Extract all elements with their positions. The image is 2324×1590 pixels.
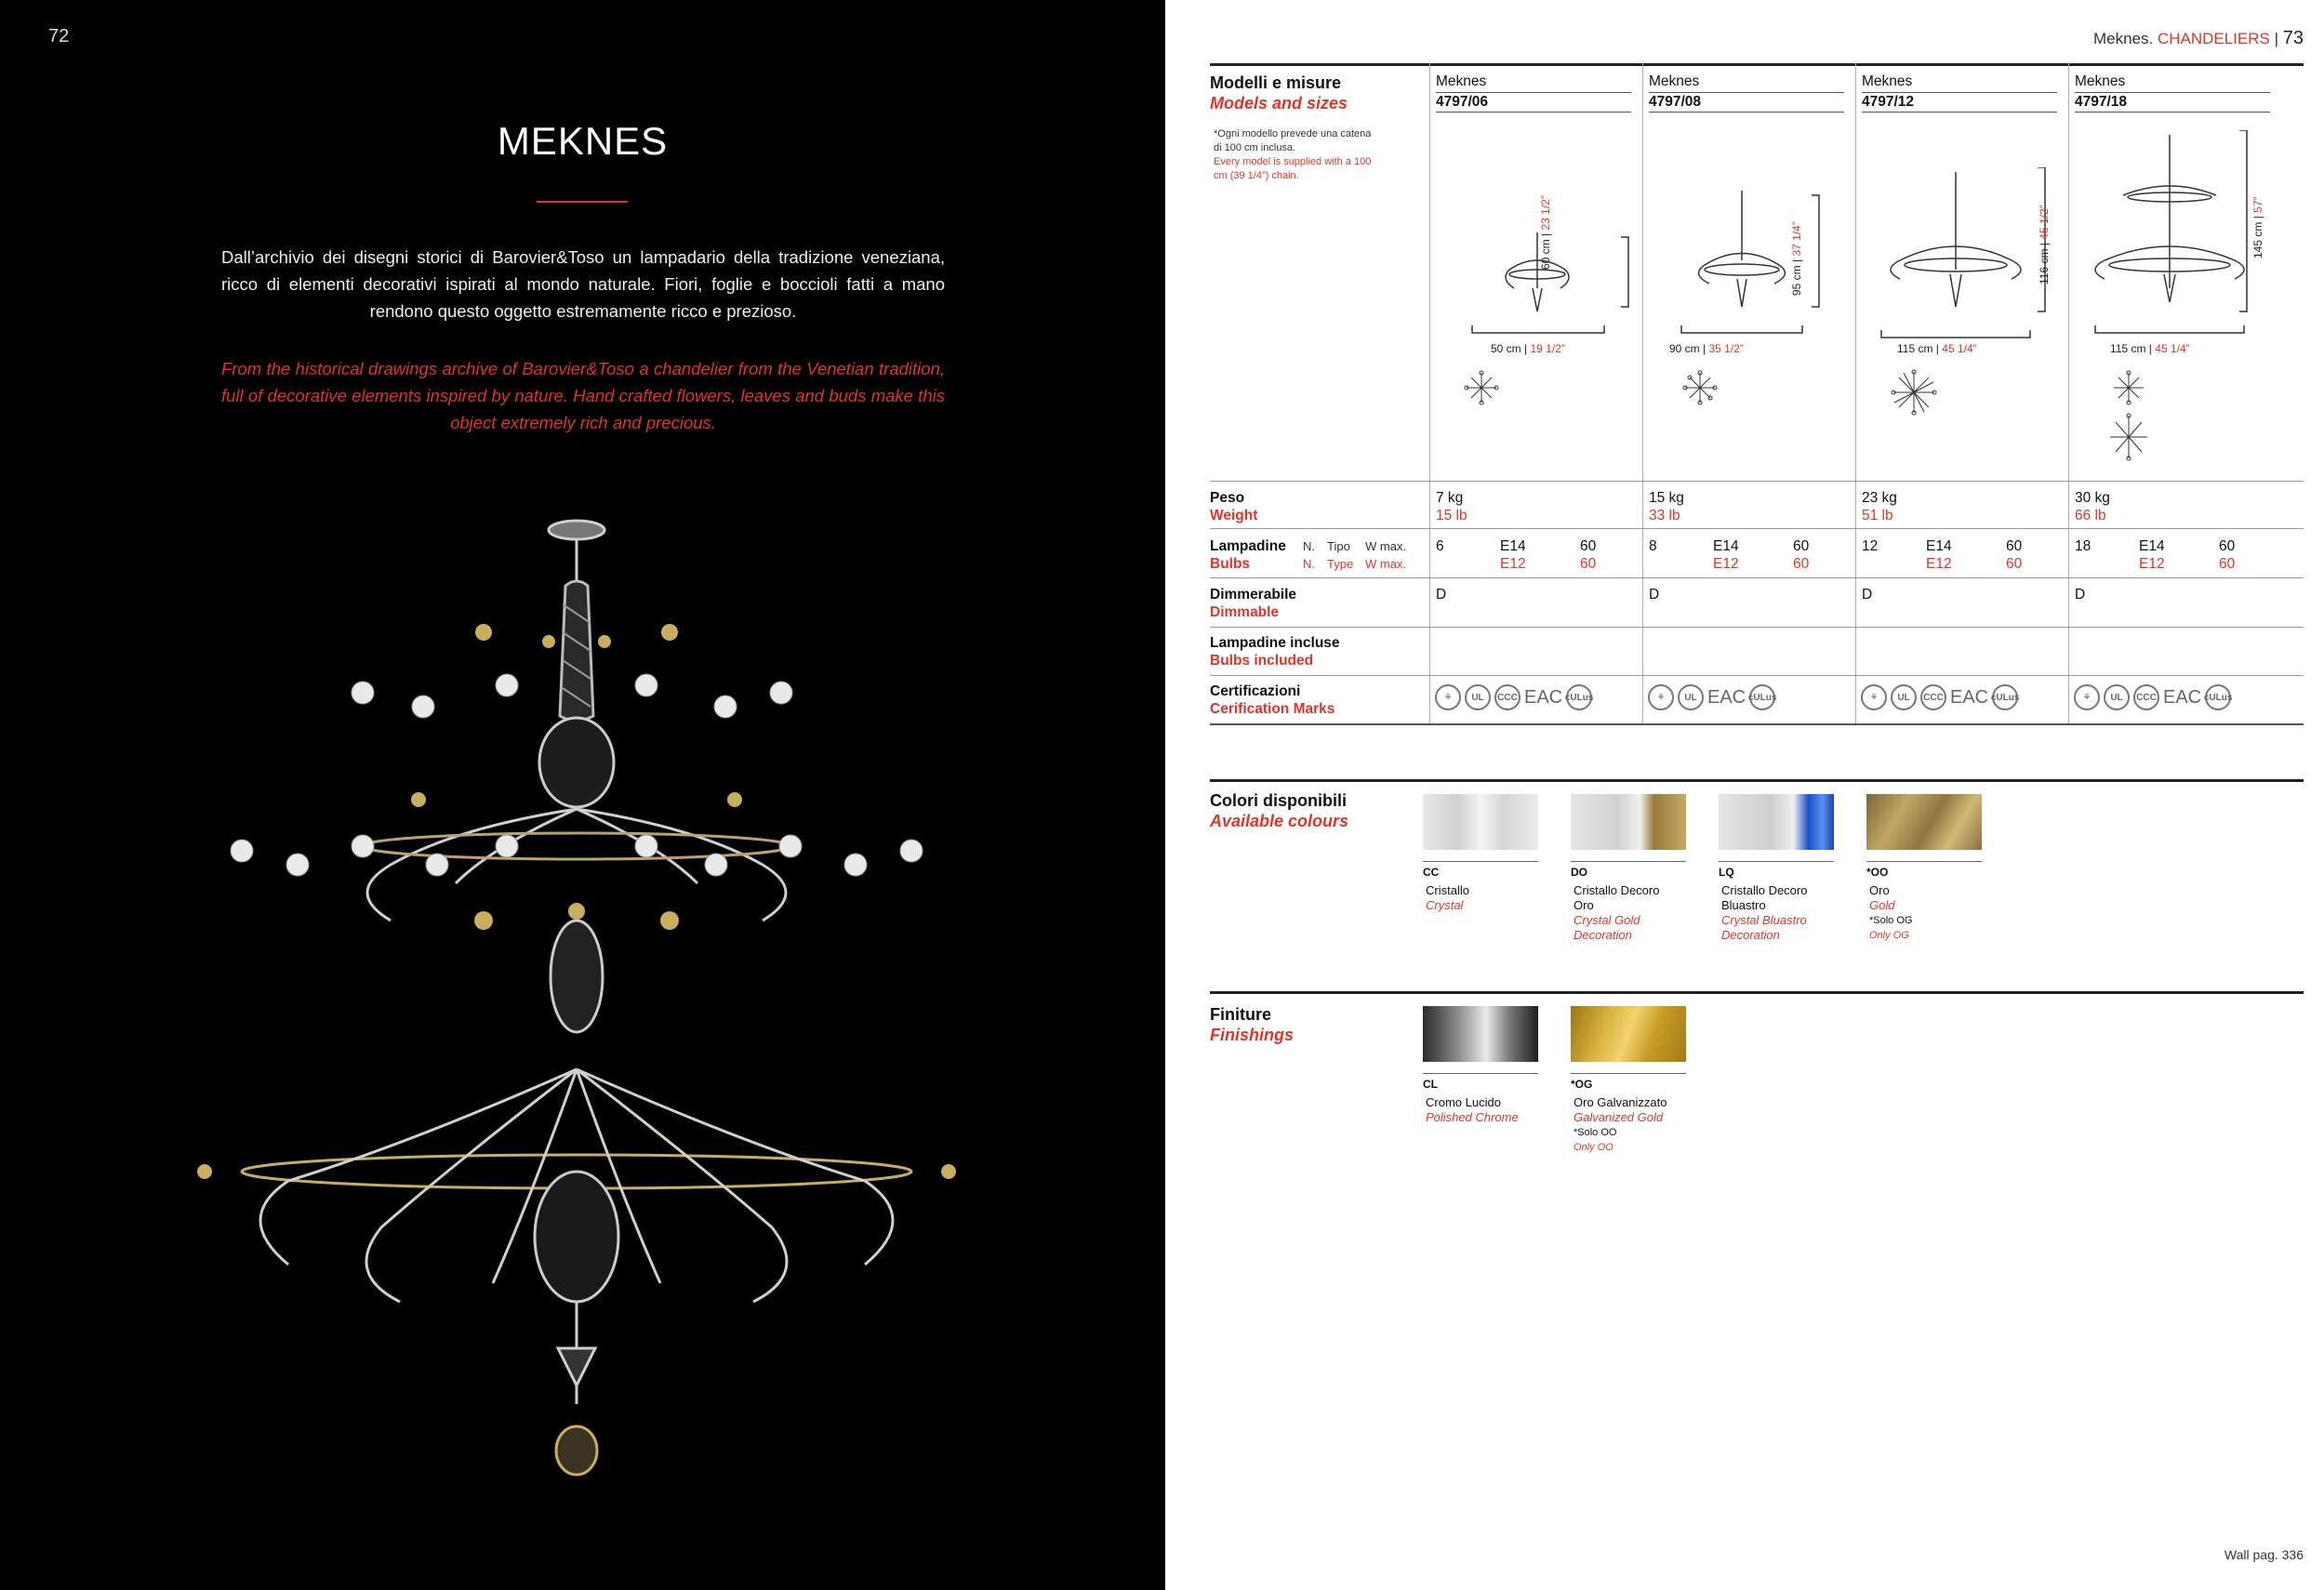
- model-header: Meknes 4797/08: [1649, 73, 1844, 113]
- title-rule: [537, 201, 628, 203]
- bulbs-included-label: Lampadine incluse Bulbs included: [1210, 635, 1340, 669]
- row-divider: [1210, 577, 2304, 578]
- cert-marks: [1861, 684, 2018, 710]
- footer-reference: Wall pag. 336: [2224, 1547, 2304, 1562]
- width-4797-08: 90 cm | 35 1/2”: [1669, 342, 1744, 355]
- ul-mark-icon: ⚘: [1648, 684, 1674, 710]
- swatch-code: *OO: [1866, 861, 1982, 879]
- dimmable-cell: D: [1862, 587, 1873, 603]
- eac-icon: EAC: [1950, 686, 1989, 708]
- row-divider: [1210, 481, 2304, 482]
- cert-marks: [1648, 684, 1775, 710]
- finish-desc: Oro Galvanizzato Galvanized Gold *Solo OO Only OO: [1574, 1095, 1667, 1153]
- page-number-right: 73: [2282, 28, 2304, 48]
- colour-desc: Cristallo Decoro Bluastro Crystal Bluastro Decoration: [1721, 883, 1808, 942]
- model-header: Meknes 4797/06: [1436, 73, 1631, 113]
- header-family: Meknes.: [2092, 30, 2154, 47]
- ul-mark-icon: ⚘: [1861, 684, 1887, 710]
- model-header: Meknes 4797/12: [1862, 73, 2057, 113]
- bulbs-label: Lampadine Bulbs: [1210, 538, 1286, 572]
- bulbs-type-cell: E14 E12: [1713, 538, 1739, 572]
- ccc-icon: CCC: [2133, 684, 2159, 710]
- weight-cell: 30 kg 66 lb: [2075, 490, 2110, 523]
- swatch-cl: [1423, 1006, 1538, 1062]
- dimmable-cell: D: [1649, 587, 1660, 603]
- header-separator: |: [2274, 30, 2279, 47]
- bulbs-col-n: N. N.: [1303, 539, 1315, 571]
- culus-icon: cULus: [2205, 684, 2231, 710]
- finishes-rule: [1210, 991, 2304, 994]
- bulbs-type-cell: E14 E12: [1500, 538, 1526, 572]
- cert-marks: [2074, 684, 2231, 710]
- culus-icon: cULus: [1749, 684, 1775, 710]
- bulbs-type-cell: E14 E12: [2139, 538, 2165, 572]
- table-top-rule: [1210, 63, 2304, 66]
- weight-cell: 15 kg 33 lb: [1649, 490, 1684, 523]
- bulbs-col-type: Tipo Type: [1327, 539, 1354, 571]
- model-header: Meknes 4797/18: [2075, 73, 2270, 113]
- culus-icon: cULus: [1992, 684, 2018, 710]
- width-4797-18: 115 cm | 45 1/4”: [2110, 342, 2190, 355]
- eac-icon: EAC: [1707, 686, 1746, 708]
- swatch-code: *OG: [1571, 1073, 1686, 1091]
- weight-cell: 23 kg 51 lb: [1862, 490, 1897, 523]
- running-header: [2093, 28, 2304, 49]
- ul-icon: UL: [2104, 684, 2130, 710]
- models-label: Modelli e misure Models and sizes: [1210, 73, 1348, 113]
- weight-cell: 7 kg 15 lb: [1436, 490, 1467, 523]
- bulbs-watt-cell: 60 60: [2006, 538, 2023, 572]
- bulbs-watt-cell: 60 60: [1580, 538, 1597, 572]
- plan-view-icon: [1891, 369, 1937, 416]
- colour-desc: Oro Gold *Solo OG Only OG: [1869, 883, 1913, 941]
- row-divider: [1210, 627, 2304, 628]
- height-4797-12: 116 cm | 45 1/2”: [2038, 205, 2051, 285]
- swatch-cc: [1423, 794, 1538, 850]
- weight-label: Peso Weight: [1210, 490, 1258, 523]
- bulbs-n-cell: 18: [2075, 538, 2092, 554]
- certification-label: Certificazioni Cerification Marks: [1210, 683, 1335, 717]
- swatch-og: [1571, 1006, 1686, 1062]
- bulbs-col-wmax: W max. W max.: [1365, 539, 1407, 571]
- header-category: CHANDELIERS: [2157, 30, 2270, 47]
- drawing-4797-08: [1649, 186, 1835, 437]
- height-4797-08: 95 cm | 37 1/4”: [1790, 221, 1803, 296]
- colour-desc: Cristallo Decoro Oro Crystal Gold Decoration: [1574, 883, 1660, 942]
- swatch-oo: [1866, 794, 1982, 850]
- swatch-do: [1571, 794, 1686, 850]
- swatch-code: DO: [1571, 861, 1686, 879]
- colours-rule: [1210, 779, 2304, 782]
- ul-icon: UL: [1891, 684, 1917, 710]
- finish-desc: Cromo Lucido Polished Chrome: [1426, 1095, 1519, 1124]
- ccc-icon: CCC: [1494, 684, 1521, 710]
- swatch-code: CL: [1423, 1073, 1538, 1091]
- table-bottom-rule: [1210, 723, 2304, 725]
- colour-desc: Cristallo Crystal: [1426, 883, 1469, 912]
- swatch-code: LQ: [1719, 861, 1834, 879]
- culus-icon: cULus: [1566, 684, 1592, 710]
- ul-icon: UL: [1678, 684, 1704, 710]
- height-4797-06: 60 cm | 23 1/2”: [1539, 195, 1552, 270]
- bulbs-n-cell: 12: [1862, 538, 1879, 554]
- plan-view-icon: [2110, 369, 2147, 462]
- width-4797-12: 115 cm | 45 1/4”: [1897, 342, 1977, 355]
- description-en: From the historical drawings archive of Barovier&Toso a chandelier from the Venetian tradition, full of decorative elements inspired by nature. Hand crafted flowers, leaves and buds make this object extremely rich and precious.: [221, 359, 945, 432]
- plan-view-icon: [1681, 369, 1719, 406]
- page-title: MEKNES: [497, 119, 669, 163]
- ul-icon: UL: [1465, 684, 1491, 710]
- bulbs-n-cell: 8: [1649, 538, 1657, 554]
- eac-icon: EAC: [1524, 686, 1563, 708]
- bulbs-watt-cell: 60 60: [1793, 538, 1810, 572]
- swatch-lq: [1719, 794, 1834, 850]
- description-it: Dall’archivio dei disegni storici di Barovier&Toso un lampadario della tradizione veneziana, ricco di elementi decorativi ispirati al mondo naturale. Fiori, foglie e boccioli fatti a mano rendono questo oggetto estremamente ricco e prezioso.: [221, 247, 945, 321]
- chandelier-photo: [177, 493, 976, 1516]
- cert-marks: [1435, 684, 1592, 710]
- finishes-label: Finiture Finishings: [1210, 1005, 1294, 1044]
- bulbs-watt-cell: 60 60: [2219, 538, 2236, 572]
- row-divider: [1210, 675, 2304, 676]
- dimmable-cell: D: [2075, 587, 2086, 603]
- height-4797-18: 145 cm | 57”: [2251, 196, 2264, 258]
- ul-mark-icon: ⚘: [1435, 684, 1461, 710]
- ul-mark-icon: ⚘: [2074, 684, 2100, 710]
- colours-label: Colori disponibili Available colours: [1210, 791, 1349, 830]
- page-number-left: 72: [48, 26, 70, 46]
- bulbs-type-cell: E14 E12: [1926, 538, 1952, 572]
- drawing-4797-18: [2077, 130, 2263, 437]
- bulbs-n-cell: 6: [1436, 538, 1444, 554]
- row-divider: [1210, 528, 2304, 529]
- right-page: [1165, 0, 2324, 1590]
- swatch-code: CC: [1423, 861, 1538, 879]
- width-4797-06: 50 cm | 19 1/2”: [1491, 342, 1565, 355]
- plan-view-icon: [1463, 369, 1500, 406]
- dimmable-label: Dimmerabile Dimmable: [1210, 587, 1297, 620]
- eac-icon: EAC: [2163, 686, 2202, 708]
- chain-note: *Ogni modello prevede una catena di 100 cm inclusa. Every model is supplied with a 100 cm (39 1/4”) chain.: [1214, 128, 1372, 181]
- ccc-icon: CCC: [1920, 684, 1946, 710]
- dimmable-cell: D: [1436, 587, 1447, 603]
